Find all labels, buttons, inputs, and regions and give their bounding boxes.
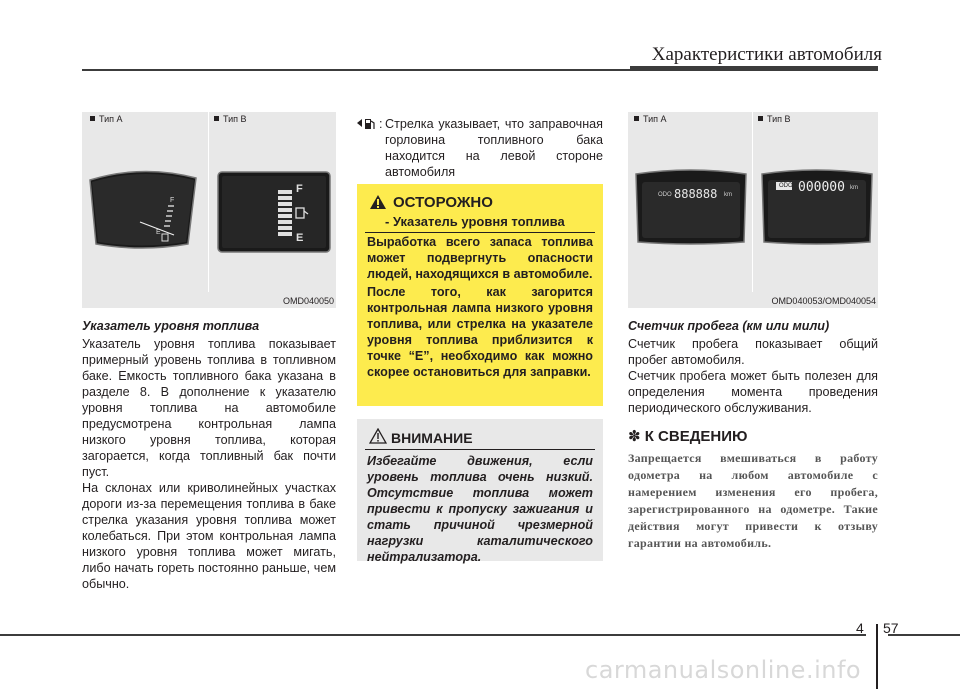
fuel-door-arrow-icon <box>357 116 377 132</box>
warning-body <box>367 234 593 382</box>
gauge-b-f: F <box>296 183 303 195</box>
fuel-gauge-figure <box>82 112 336 308</box>
arrow-note-text: Стрелка указывает, что заправочная горловина топливного бака находится на левой стороне автомобиля <box>385 117 603 179</box>
warning-box <box>357 184 603 406</box>
warning-paragraph: Выработка всего запаса топлива может подвергнуть опасности людей, находящихся в автомобиле. <box>367 235 593 281</box>
warning-subtitle: - Указатель уровня топлива <box>385 214 565 229</box>
caution-rule <box>365 449 595 450</box>
notice-title: ✽ К СВЕДЕНИЮ <box>628 428 748 445</box>
chapter-number: 4 <box>856 620 864 636</box>
odometer-section <box>628 318 878 416</box>
caution-triangle-icon <box>369 428 387 444</box>
odo-a-unit: km <box>724 192 732 198</box>
caution-title: ВНИМАНИЕ <box>391 430 473 446</box>
figure-code: OMD040050 <box>282 296 334 306</box>
gauge-a-e: E <box>156 229 161 236</box>
warning-rule <box>365 232 595 233</box>
footer-divider <box>876 624 878 689</box>
warning-title: ОСТОРОЖНО <box>393 194 493 211</box>
fuel-gauge-section <box>82 318 336 592</box>
paragraph: Счетчик пробега показывает общий пробег автомобиля. <box>628 337 878 367</box>
colon: : <box>379 117 383 131</box>
paragraph: Счетчик пробега может быть полезен для определения момента проведения периодического обслуживания. <box>628 369 878 415</box>
section-heading: Указатель уровня топлива <box>82 319 260 333</box>
odo-b-label: ODO <box>779 183 793 189</box>
paragraph: Указатель уровня топлива показывает примерный уровень топлива в топливном баке. Емкость топливного бака указана в разделе 8. В дополнение к указателю уровня топлива на автомобиле предусмотрена контрольная лампа низкого уровня топлива, которая загорается, когда топливный бак почти пуст. <box>82 337 336 479</box>
page-header-title: Характеристики автомобиля <box>651 44 882 65</box>
warning-paragraph: После того, как загорится контрольная лампа низкого уровня топлива, или стрелка на указателе уровня топлива приблизится к точке “E”, необходимо как можно скорее остановиться для заправки. <box>367 285 593 379</box>
gauge-b-e: E <box>296 232 304 244</box>
warning-triangle-icon <box>369 194 387 210</box>
watermark: carmanualsonline.info <box>585 656 862 684</box>
section-heading: Счетчик пробега (км или мили) <box>628 319 830 333</box>
notice-body: Запрещается вмешиваться в работу одометра на любом автомобиле с намерением изменения его пробега, зарегистрированного на одометре. Такие действия могут привести к отзыву гарантии на автомобиль. <box>628 451 878 550</box>
odo-a-label: ODO <box>658 192 672 198</box>
page-number: 57 <box>883 620 899 636</box>
figure-code: OMD040053/OMD040054 <box>771 296 876 306</box>
type-b-label: Тип B <box>758 114 791 124</box>
gauge-a-f: F <box>170 197 175 204</box>
footer-rule <box>0 634 866 636</box>
paragraph: На склонах или криволинейных участках дороги из-за перемещения топлива в баке стрелка указания уровня топлива может колебаться. При этом контрольная лампа низкого уровня топлива может мигать, либо начать гореть постоянно раньше, чем обычно. <box>82 481 336 591</box>
fuel-gauge-illustration <box>82 112 336 308</box>
type-a-label: Тип A <box>634 114 667 124</box>
odometer-illustration <box>628 112 878 308</box>
odo-b-value: 000000 <box>798 180 845 195</box>
caution-body: Избегайте движения, если уровень топлива очень низкий. Отсутствие топлива может привести к пропуску зажигания и стать причиной чрезмерной нагрузки каталитического нейтрализатора. <box>367 454 593 564</box>
odo-b-unit: km <box>850 185 858 191</box>
type-b-label: Тип B <box>214 114 247 124</box>
odometer-figure <box>628 112 878 308</box>
type-a-label: Тип A <box>90 114 123 124</box>
header-rule-accent <box>630 66 878 71</box>
odo-a-value: 888888 <box>674 187 718 201</box>
caution-box <box>357 419 603 564</box>
